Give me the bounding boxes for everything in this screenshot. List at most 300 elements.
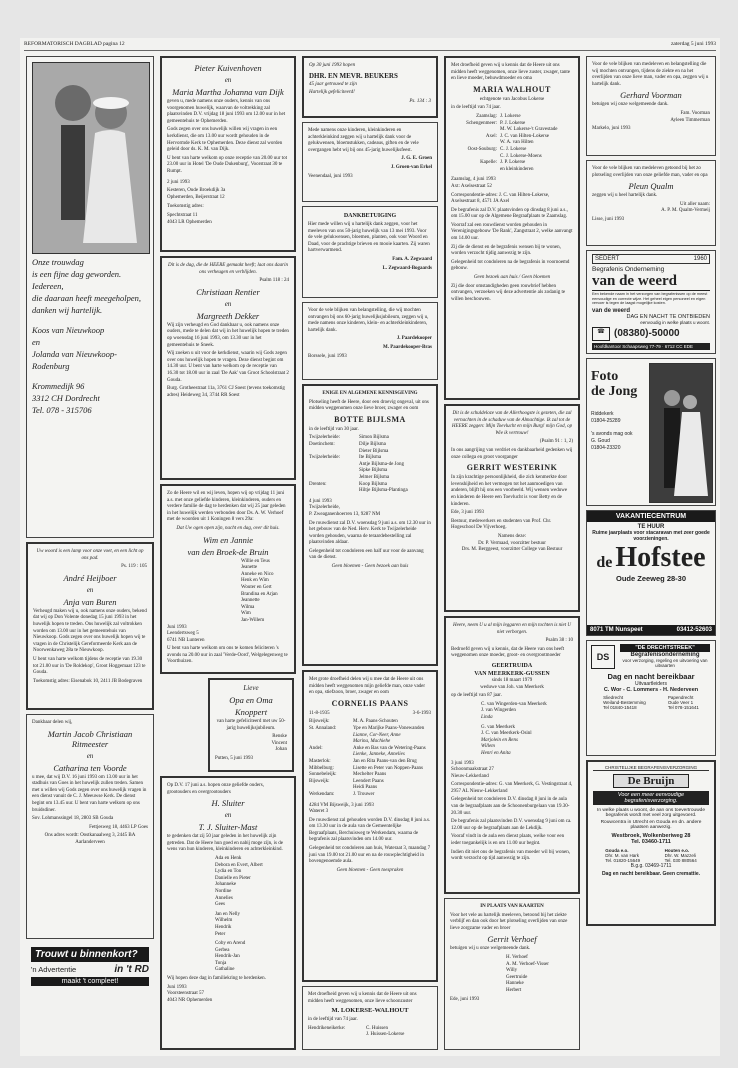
contact-info bbox=[591, 411, 633, 452]
place bbox=[309, 785, 353, 792]
line-4: Hartelijk gefeliciteerd! bbox=[309, 90, 355, 96]
family-list bbox=[506, 955, 574, 995]
since-year: 1960 bbox=[693, 256, 707, 262]
family-name: Johanneke bbox=[215, 882, 237, 888]
bride-name: Anja van Buren bbox=[63, 596, 117, 607]
family-name: Annelies bbox=[215, 895, 233, 901]
funeral-info: De begrafenis zal D.V. plaatsvinden op dinsdag 8 juni a.s., om 15.00 uur op de Algemene Begraafplaats te Zaamslag. bbox=[451, 207, 568, 220]
addr-2: Kesteren, Oude Broekdijk 3a bbox=[167, 188, 226, 194]
deceased-name: Gerrit Verhoef bbox=[487, 934, 537, 945]
names-en: en bbox=[224, 299, 232, 308]
husband-name: H. Sluiter bbox=[211, 798, 245, 809]
company-type: Begrafenis Onderneming bbox=[592, 266, 665, 273]
evening-phone: 01804-23320 bbox=[591, 445, 621, 451]
family-name: Danielle en Pieter bbox=[215, 875, 251, 881]
place: Kapelle: bbox=[480, 160, 497, 166]
groom-name: Martin Jacob Christiaan Ritmeester bbox=[47, 728, 133, 749]
addr-1: 4284 VM Bijsweijk, 3 juni 1993 bbox=[309, 802, 374, 808]
family-name: W. A. van Hilten bbox=[500, 140, 534, 146]
children-list bbox=[241, 559, 289, 625]
family-name: Jelmer Bijlsma bbox=[359, 474, 390, 480]
ad-body: van harte gefeliciteerd met uw 50-jarig huwelijksjubileum. bbox=[216, 719, 286, 731]
heading: ENIGE EN ALGEMENE KENNISGEVING bbox=[322, 391, 418, 396]
addr-3: Ophemerden, Beijerstraat 12 bbox=[167, 194, 225, 200]
contact-name: G. Goud bbox=[591, 438, 610, 444]
condolence-info: Gelegenheid tot condoleren D.V. dinsdag 8 juni in de aula van de begraafplaats aan de Schoonenburgelaan van 19.30-20.30 uur. bbox=[451, 797, 570, 816]
family-name: H. Verhoef bbox=[506, 954, 528, 960]
ad-lokerse bbox=[302, 986, 438, 1050]
ad-heijboer bbox=[26, 542, 154, 710]
family-name: Leendert Paans bbox=[353, 778, 384, 784]
family-name: P. J. Lokerse bbox=[500, 120, 526, 126]
groom-name: Christiaan Rentier bbox=[196, 286, 260, 297]
family-name: Dilje Bijlsma bbox=[359, 441, 386, 447]
ad-sluiter bbox=[160, 776, 296, 1050]
addr-2: Twijzelerheide, bbox=[309, 505, 340, 511]
addr-5: Spechtstraat 11 bbox=[167, 212, 198, 218]
family-name: Ayleen Timmerman bbox=[670, 117, 710, 123]
family-name: C. J. Lokerse bbox=[500, 146, 527, 152]
place bbox=[309, 449, 359, 456]
signature-line: Drs. M. Berggeest, voorzitter College van Bestuur bbox=[461, 547, 563, 553]
name-2: J. Groen-van Erkel bbox=[390, 164, 432, 170]
place bbox=[451, 154, 500, 161]
promo-tagline: maakt 't compleet! bbox=[31, 977, 149, 986]
ad-zegwaard bbox=[302, 206, 438, 298]
child-name: Henk en Wim bbox=[241, 578, 269, 584]
ad-body: In zijn krachtige persoonlijkheid, die zich kenmerkte door levenshijheid en het vermogen tot het aanmoedigen van anderen, blijft hij ons een voorbeeld. Wij wensen weduwe en kinderen de Heere een Toevlucht is voor Betty en de kinderen. bbox=[451, 475, 568, 507]
region-2-contact: Dhr. W. Mazzeli bbox=[664, 853, 696, 858]
availability-sub: eenvoudig in welke plaats u woont. bbox=[640, 319, 710, 325]
future-address: Ons adres wordt: Oostkanaalweg 3, 2445 BA Aarlanderveen bbox=[44, 833, 136, 845]
couple-names: Wim en Jannie bbox=[202, 534, 254, 545]
office-1-place: Sliedrecht bbox=[603, 695, 624, 700]
signature-line: Namens deze: bbox=[497, 533, 527, 539]
family-list bbox=[309, 719, 431, 798]
attendance-info: Zij die de dienst en de begrafenis wensen bij te wonen, worden verzocht tijdig aanwezig te zijn. bbox=[451, 244, 561, 257]
ad-subhead: TE HUUR bbox=[637, 524, 665, 530]
names-en: en bbox=[86, 585, 94, 594]
addr-1: 3 juni 1993 bbox=[451, 760, 474, 766]
since-line: sinds 18 maart 1979 bbox=[491, 677, 533, 683]
place bbox=[309, 475, 359, 482]
child-name: Renske bbox=[272, 734, 287, 740]
office-1-address: Weiland-Bestemming bbox=[603, 700, 646, 705]
ad-ritmeester bbox=[26, 714, 154, 939]
address-2: Fettjesweg 18, 4463 LP Goes bbox=[89, 824, 148, 830]
family-name: Sipke Bijlsma bbox=[359, 468, 388, 474]
ad-body: te gedenken dat zij 50 jaar geleden in het huwelijk zijn getreden. Dat de Heere hun goed en nabij moge zijn, is de wens van hun kinderen, kleinkinderen en achterkleinkind. bbox=[167, 834, 283, 853]
thanks: betuigen wij onze welgemeende dank. bbox=[592, 102, 669, 108]
since-label: SEDERT bbox=[595, 256, 620, 262]
child-name: Brandina en Arjan bbox=[241, 591, 278, 597]
place: Sonnebeleijk: bbox=[309, 772, 337, 778]
spouse-line: echtgenote van Jacobus Lokerse bbox=[479, 96, 545, 102]
verse-ref: (Psalm 91 : 1, 2) bbox=[539, 439, 573, 445]
couple-surname: van den Broek-de Bruin bbox=[187, 546, 269, 557]
family-name: Tonja bbox=[215, 960, 227, 966]
family-name: Geertruide bbox=[506, 974, 528, 980]
page-header bbox=[24, 40, 716, 51]
family-name: Lianne, Cor-Neer, Anne bbox=[353, 732, 401, 738]
place-date: Veenendaal, juni 1993 bbox=[308, 173, 353, 179]
family-name: Mechelter Paans bbox=[353, 772, 387, 778]
slogan: Voor een meer eenvoudige begrafenisverzorging. bbox=[593, 791, 709, 805]
widow-line: weduwe van Joh. van Meerkerk bbox=[480, 684, 544, 690]
trouwdag-line-5: danken wij hartelijk. bbox=[32, 305, 103, 315]
family-name: Uit aller naam: bbox=[680, 201, 710, 207]
ad-body: Voor de vele blijken van belangstelling, die wij mochten ontvangen bij ons 60-jarig huwelijksjubileum, zeggen wij u, mede namens onze kinderen, klein- en achterkleinkinderen, hartelijk dank. bbox=[308, 308, 429, 333]
family-name: A. M. Verhoef-Visser bbox=[506, 961, 549, 967]
intro: Dankbaar delen wij, bbox=[32, 720, 73, 725]
family-name: J. Lokerse bbox=[500, 113, 521, 119]
age: in de leeftijd van 74 jaar. bbox=[451, 105, 501, 111]
family-name: Ada en Henk bbox=[215, 855, 242, 861]
trouwdag-line-4: die daaraan heeft meegeholpen, bbox=[32, 293, 142, 303]
deceased-name: CORNELIS PAANS bbox=[331, 698, 409, 708]
deceased-name: GERRIT WESTERINK bbox=[466, 463, 558, 473]
couple-name: DHR. EN MEVR. BEUKERS bbox=[309, 71, 398, 80]
groom-name: Pieter Kuivenhoven bbox=[194, 63, 262, 73]
groom-name: Koos van Nieuwkoop bbox=[32, 325, 105, 335]
place: Zaamslag: bbox=[476, 113, 497, 119]
place bbox=[309, 739, 353, 746]
brand-article: de bbox=[596, 554, 613, 571]
address-line-1: Krommedijk 96 bbox=[32, 381, 85, 391]
family-name: C. Huissen bbox=[366, 1025, 388, 1031]
company-type: CHRISTELIJKE BEGRAFENISVERZORGING bbox=[593, 765, 709, 771]
child-name: Vincent bbox=[271, 740, 287, 746]
availability: DAG EN NACHT TE ONTBIEDEN bbox=[626, 313, 710, 320]
funeral-info: De rouwdienst zal D.V. woensdag 9 juni a.s. om 12.30 uur in het gebouw van de Ned. Herv. Kerk te Twijzelerheide worden gehouden, waarna de teraardebestelling zal plaatsvinden aldaar. bbox=[309, 520, 431, 546]
condolence-info: Gelegenheid tot condoleren aan huis, Wateraat 3, maandag 7 juni van 19.00 tot 21.00 uur en na de rouwplechtigheid in bovengenoemde aula. bbox=[309, 846, 431, 865]
place: Andel: bbox=[309, 745, 323, 751]
greeting: Lieve bbox=[243, 684, 259, 692]
directors-label: Uitvaartleiders bbox=[635, 681, 667, 687]
title-2: Knoppert bbox=[234, 707, 268, 717]
deceased-name: Pleun Qualm bbox=[628, 181, 674, 192]
region-2-phone: Tel. 030 880564 bbox=[664, 858, 697, 863]
family-name: Nordine bbox=[215, 888, 232, 894]
availability: Dag en nacht bereikbaar bbox=[607, 672, 695, 681]
place bbox=[309, 488, 359, 495]
family-name: J. van Wingerden bbox=[481, 708, 516, 714]
intro: Op D.V. 17 juni a.s. hopen onze geliefde ouders, grootouders en overgrootouders bbox=[167, 783, 264, 795]
rd-promo-ad bbox=[26, 944, 154, 994]
family-name: A. P. M. Qualm-Vermeij bbox=[661, 208, 710, 214]
family-name: Heidi Paans bbox=[353, 785, 378, 791]
address: Burg. Grotheestraat 11a, 3761 CJ Soest (tevens toekomstig adres) Heideweg 34, 3744 RR Soest bbox=[167, 386, 285, 398]
newspaper-name: REFORMATORISCH DAGBLAD pagina 12 bbox=[24, 41, 125, 47]
line-3: 45 jaar getrouwd te zijn bbox=[309, 81, 357, 87]
intro: Plotseling heeft de Heere, door een droevig ongeval, uit ons midden weggenomen onze lieve broer, zwager en oom bbox=[309, 399, 429, 412]
verse-ref: Psalm 38 : 10 bbox=[545, 638, 573, 644]
region-1-contact: Dhr. M. van Hark bbox=[605, 853, 640, 858]
wedding-photo bbox=[649, 363, 713, 503]
family-name: Jan en Rita Paans-van den Brug bbox=[353, 758, 417, 764]
main-address: Westbroek, Wolkenberiweg 28 bbox=[611, 833, 691, 839]
addr-3: 6741 NB Lunteren bbox=[167, 637, 205, 643]
family-name: Hendrik bbox=[215, 924, 232, 930]
family-name: Coby en Arend bbox=[215, 941, 246, 947]
place bbox=[309, 733, 353, 740]
place: Drenten: bbox=[309, 481, 327, 487]
availability: Dag en nacht bereikbaar. Geen cremattie. bbox=[601, 871, 701, 877]
family-name: G. van Meerkerk bbox=[481, 724, 516, 730]
verse: Heere, neem U u al mijn leggaren en mijn tochten is niet U niet verborgen. bbox=[452, 623, 572, 635]
office-2-place: Papendrecht bbox=[667, 695, 694, 700]
addr-2: Wateret 3 bbox=[309, 809, 329, 815]
ad-paans bbox=[302, 670, 438, 982]
place: Axel: bbox=[485, 133, 497, 139]
phone: 03412-52603 bbox=[676, 627, 712, 633]
place bbox=[309, 462, 359, 469]
child-name: Jeannette bbox=[241, 598, 260, 604]
ad-body: Voor de vele blijken van medeleven en belangstelling die wij mochten ontvangen, tijdens de ziekte en na het overlijden van onze lieve man, vader en opa, zeggen wij u hartelijk dank. bbox=[592, 62, 709, 87]
ad-body-1: geven u, mede namens onze ouders, kennis van ons voorgenomen huwelijk, waarvan de voltrekking zal plaatsvinden D.V. vrijdag 18 juni 1993 om 12.00 uur in het gemeentehuis te Ophemerden. bbox=[167, 99, 286, 124]
family-name: Debora en Evert, Albert bbox=[215, 862, 263, 868]
addr-4: Toekomstig adres: bbox=[167, 204, 204, 210]
place bbox=[308, 1032, 366, 1039]
family-name: Jan en Nelly bbox=[215, 911, 240, 917]
family-name: Ite Bijlsma bbox=[359, 455, 382, 461]
place bbox=[451, 127, 500, 134]
evening-note: 's avonds mag ook bbox=[591, 431, 633, 437]
family-name: Dieter Bijlsma bbox=[359, 448, 389, 454]
family-name: Ype en Marijke Paans-Vonewanden bbox=[353, 725, 425, 731]
company-name-small: van de weerd bbox=[592, 307, 631, 314]
postal-address: 8071 TM Nunspeet bbox=[590, 627, 643, 633]
place: Masterlok: bbox=[309, 758, 331, 764]
family-name: M. W. Lokerse-'t Gravestade bbox=[500, 127, 558, 133]
place-date: Lisse, juni 1993 bbox=[592, 216, 625, 222]
brand bbox=[591, 369, 637, 399]
promo-logo: in 't RD bbox=[114, 964, 149, 975]
ad-van-nieuwkoop bbox=[26, 56, 154, 538]
brand-line-1: Foto bbox=[591, 369, 619, 384]
place: Doetinchem: bbox=[309, 441, 335, 447]
line-5: Ps. 134 : 3 bbox=[409, 98, 431, 104]
age: in de leeftijd van 30 jaar. bbox=[309, 426, 359, 432]
ad-banner: VAKANTIECENTRUM bbox=[587, 511, 715, 522]
ad-walhout bbox=[444, 56, 580, 400]
ad-voorman bbox=[586, 56, 716, 156]
ad-knoppert bbox=[208, 678, 294, 772]
addr-3: 4043 NR Ophemerden bbox=[167, 997, 213, 1003]
family-name: J. Huissen-Lokerse bbox=[366, 1032, 405, 1038]
addr-1: 2 juni 1993 bbox=[167, 179, 190, 185]
family-name: Hanneke bbox=[506, 981, 524, 987]
family-name: Marjolein en Rens bbox=[481, 737, 518, 743]
ad-body: Voor het vele au hartelijk meeleven, betoond bij het ziekte verblijf en dan ook door het plotseling overlijden van onze lieve zorgzame vader en broer bbox=[450, 912, 568, 931]
ad-body-2: Gods zegen over ons huwelijk willen wij vragen in een kerkdienst, die om 13.00 uur wordt gehouden in de Hervormde Kerk te Ophemerden. Deze dienst zal worden geleid door ds. K. M. van Dijk. bbox=[167, 127, 283, 153]
ad-beukers bbox=[302, 56, 438, 118]
contact-bar bbox=[587, 625, 715, 635]
addr-3: Nieuw-Lekkerland bbox=[451, 773, 489, 779]
family-list bbox=[481, 702, 573, 758]
addr-2: Schoonmaakstraat 27 bbox=[451, 767, 494, 773]
ad-body: Verheugd maken wij u, ook namens onze ouders, bekend dat wij op Don Volente donedag 15 juni 1993 in het huwelijk hopen te treden. Ons huwelijk zal voltrokken worden om 13.00 uur in het gemeentehuis van Nieuwkoop. Gods zegen over ons huwelijk hopen wij te vragen in de Christelijk Gereformeerde Kerk aan de Noorwenkaweg 28a te Nieuwkoop. bbox=[33, 608, 147, 654]
region-1: Gouda e.o. bbox=[605, 848, 629, 853]
addr-2: Voorsteenstraat 57 bbox=[167, 991, 204, 997]
heading: DANKBETUIGING bbox=[343, 213, 397, 219]
address: Oude Zeeweg 28-30 bbox=[615, 574, 687, 583]
family-name: Peter bbox=[215, 931, 226, 937]
child-name: Wouter en Gert bbox=[241, 584, 272, 590]
child-name: Jeanette bbox=[241, 565, 258, 571]
family-name: Gathaline bbox=[215, 967, 235, 973]
signature-line: Dr. P. Vermaad, voorzitter bestuur bbox=[478, 540, 546, 546]
deceased-name: Gerhard Voorman bbox=[620, 90, 682, 101]
service-info: Vooraf vindt in de aula een dienst plaats, welke voor een ieder toegankelijk is en om 11.00 uur begint. bbox=[451, 834, 565, 847]
funeral-info: De begrafenis zal plaatsvinden D.V. woensdag 9 juni om ca. 12.00 uur op de begraafplaats aan de Lekdijk. bbox=[451, 819, 572, 831]
ad-body-2: Wij zoeken u uit voor de kerkdienst, waarin wij Gods zegen over ons huwelijk hopen te vragen. Deze dienst begint om 14.30 uur. U bent van harte welkom op de receptie van 16.30 tot 18.00 uur in zaal 'De Aak' van Groot Schoolstraat 2 Gouda. bbox=[167, 351, 289, 383]
notice: Zij die door omstandigheden geen rouwbrief hebben ontvangen, verzoeken wij deze advertentie als zodanig te willen beschouwen. bbox=[451, 283, 566, 302]
company-type: Begrafenisonderneming bbox=[630, 652, 700, 658]
region-2: Houten e.o. bbox=[664, 848, 690, 853]
names-en: en bbox=[224, 76, 232, 84]
ad-van-den-broek bbox=[160, 484, 296, 674]
closing: Geen bloemen - Geen toespraken bbox=[336, 867, 404, 873]
names-en: en bbox=[32, 337, 41, 347]
name-1: Fam. A. Zegwaard bbox=[392, 256, 432, 262]
life-dates bbox=[309, 711, 431, 718]
office-2-address: Oude Veer 1 bbox=[667, 700, 694, 705]
verse-ref: Psalm 118 : 24 bbox=[259, 278, 289, 284]
family-list bbox=[451, 114, 573, 173]
family-list bbox=[309, 435, 431, 494]
ad-body: Ruime jaarplaats voor stacaravan met zeer goede voorzieningen. bbox=[592, 530, 710, 542]
place: Twijzelerheide: bbox=[309, 435, 341, 441]
company-name: van de weerd bbox=[592, 273, 710, 291]
addr-2: Leendertsweg 5 bbox=[167, 631, 199, 637]
family-name: Lydia en Ton bbox=[215, 869, 242, 875]
verse: Dit is de dag, die de HEERE gemaakt heeft; laat ons daarin ons verheugen en verblijden. bbox=[168, 263, 288, 275]
verse: Uw woord is een lamp voor onze voet, en een licht op ons pad. bbox=[36, 549, 144, 561]
company-desc: Een bekende naam in het verzorgen van begrafenissen op de meest eenvoudige en correcte wijze. Het geheel eigen personeel en eigen vervoer is tegen de laagst mogelijke kosten. bbox=[592, 292, 708, 306]
quote: Dat Uw ogen open zijn, nacht en dag, over dit huis. bbox=[176, 525, 280, 531]
family-name: Koop Bijlsma bbox=[359, 481, 387, 487]
place: Mibbelburg: bbox=[309, 765, 334, 771]
family-name: Herbert bbox=[506, 987, 522, 993]
newspaper-page bbox=[20, 38, 720, 1056]
main-phone: Tel. 03460-1711 bbox=[631, 839, 671, 845]
family-name: en kleinkinderen bbox=[500, 166, 534, 172]
office-locations bbox=[592, 695, 710, 710]
age: in de leeftijd van 74 jaar. bbox=[308, 1017, 358, 1023]
wedding-photo bbox=[32, 62, 150, 254]
address-1: Sov. Lohmanssingel 18, 2803 SB Gouda bbox=[32, 816, 114, 822]
locations: Rouwcentra in Utrecht en Gouda en dn. andere plaatsen aanwezig. bbox=[600, 820, 702, 830]
verse-ref: Ps. 119 : 105 bbox=[121, 564, 147, 570]
place-date: Ede, 3 juni 1993 bbox=[451, 510, 485, 516]
family-name: J. Trouwer bbox=[353, 791, 375, 797]
name-1: J. Paardekooper bbox=[396, 336, 432, 342]
directors: C. Wor - C. Lommers - H. Nederveen bbox=[603, 687, 699, 693]
ad-foto-de-jong bbox=[586, 358, 716, 506]
place: St. Annaland: bbox=[309, 725, 337, 731]
child-name: Wilma bbox=[241, 604, 255, 610]
family-name: Lienke, Janneke, Annelies bbox=[353, 752, 405, 758]
correspondence: Correspondentie-adres: J. C. van Hilten-Lokerse, Axelsestraat 8, 4571 JA Axel bbox=[451, 192, 550, 205]
child-name: Anneke en Nico bbox=[241, 571, 274, 577]
child-name: Jan-Willem bbox=[241, 617, 265, 623]
promo-headline: Trouwt u binnenkort? bbox=[31, 947, 149, 962]
line-1: Op 30 juni 1993 hopen bbox=[309, 63, 356, 68]
date: Putten, 5 juni 1993 bbox=[215, 755, 254, 761]
closing: Geen bloemen - Geen bezoek aan huis bbox=[331, 564, 409, 570]
brand bbox=[587, 544, 715, 572]
ad-body: Hier mede willen wij u hartelijk dank zeggen, voor het meeleven van ons 50-jarig huwelijk van 13 mei 1993. Voor de vele gelukwensen, bloemen, planten, ook voor Woord en Daad, voor de prachtige brieven en mooie kaarten. Zij waren hartverwarmend. bbox=[308, 222, 430, 254]
phone-number: (08380)-50000 bbox=[614, 328, 680, 340]
bride-name: Maria Martha Johanna van Dijk bbox=[172, 87, 284, 97]
addr-6: 4043 LR Ophemerden bbox=[167, 219, 212, 225]
office-2-phone: Tel 078-151641 bbox=[667, 705, 699, 710]
child-name: Willie en Teus bbox=[241, 558, 270, 564]
family-name: Hendrik-Jan bbox=[215, 954, 240, 960]
child-name: Wim bbox=[241, 611, 251, 617]
region-1-phone: Tel. 01820-15649 bbox=[605, 858, 641, 863]
family-name: Gees bbox=[215, 902, 225, 908]
ad-van-meerkerk bbox=[444, 616, 580, 894]
services: voor verzorging, regeling en uitvoering van uitvaarten bbox=[622, 658, 708, 668]
family-name: Simon Bijlsma bbox=[359, 435, 389, 441]
family-name: J. C. van Hilten-Lokerse bbox=[500, 133, 550, 139]
name-2: L. Zegwaard-Bogaards bbox=[382, 265, 432, 271]
correspondence: Correspondentie-adres: G. van Meerkerk, G. Vestingstraat 4, 2957 AL Nieuw-Lekkerland bbox=[451, 782, 573, 794]
attendance-info: Indien dit niet ons de begrafenis van moeder wil bij wonen, wordt verzocht op tijd aanwezig te zijn. bbox=[451, 849, 570, 862]
family-name: C. van Wingerden-van Meerkerk bbox=[481, 701, 547, 707]
family-name: Henri en Anita bbox=[481, 750, 511, 756]
family-name: Willem bbox=[481, 744, 495, 750]
brand-name: Hofstee bbox=[615, 542, 706, 573]
ad-body: Voor de vele blijken van medeleven getoond bij het zo plotseling overlijden van onze geliefde man, vader en opa bbox=[592, 166, 708, 178]
reception: U bent van harte welkom op onze receptie van 20.00 uur tot 23.00 uur in Hotel 'De Oude Dukenburg', Voorstraat 30 te Rumpt. bbox=[167, 155, 287, 174]
bride-name: Jolanda van Nieuwkoop-Rodenburg bbox=[32, 349, 117, 371]
company-name: "DE DRECHTSTREEK" bbox=[620, 644, 710, 652]
ad-bijlsma bbox=[302, 384, 438, 666]
ad-hofstee bbox=[586, 510, 716, 636]
wife-name: T. J. Sluiter-Mast bbox=[198, 822, 258, 833]
family-name: J. P. Lokerse bbox=[500, 160, 526, 166]
child-name: Johan bbox=[275, 747, 287, 753]
place: Riddekerk bbox=[591, 411, 614, 417]
ad-qualm bbox=[586, 160, 716, 246]
closing: Wij hopen deze dag in familiekring te herdenken. bbox=[167, 976, 266, 982]
ad-rentier bbox=[160, 256, 296, 480]
ad-body: Mede namens onze kinderen, kleinkinderen en achterkleinkind zeggen wij u hartelijk dank voor de gelukwensen, bloemstukken, cadeaus, giften en de vele overgangen hebt wij bij ons 45-jarig huwelijksfeest. bbox=[308, 128, 419, 153]
family-name: Linda bbox=[481, 714, 493, 720]
addr-2: Axt: Axelsestraat 52 bbox=[451, 183, 492, 189]
intro: Bedroefd geven wij u kennis, dat de Heere van ons heeft weggenomen onze moeder, groot- en overgrootmoeder bbox=[451, 646, 565, 659]
place-date: Markelo, juni 1993 bbox=[592, 126, 631, 132]
closing: Geen bezoek aan huis / Geen bloemen bbox=[473, 275, 551, 281]
family-name: Lisette en Peter van Noppen-Paans bbox=[353, 765, 423, 771]
place: Werkendam: bbox=[309, 791, 335, 797]
death-date: 3-6-1993 bbox=[412, 710, 431, 716]
age: op de leeftijd van 87 jaar. bbox=[451, 693, 502, 699]
brand-line-2: de Jong bbox=[591, 384, 638, 399]
signatories: Bestuur, medewerkers en studenten van Prof. Chr. Hogeschool De Vijverhoeg. bbox=[451, 518, 552, 531]
ad-westerink bbox=[444, 404, 580, 612]
company-logo: De Bruijn bbox=[613, 774, 689, 788]
bride-name: Margreeth Dekker bbox=[196, 310, 260, 321]
names-en: en bbox=[86, 751, 94, 760]
family-name: M. A. Paans-Schouten bbox=[353, 719, 398, 725]
place bbox=[309, 468, 359, 475]
family-name: Willy bbox=[506, 968, 518, 974]
ad-verhoef bbox=[444, 898, 580, 1050]
